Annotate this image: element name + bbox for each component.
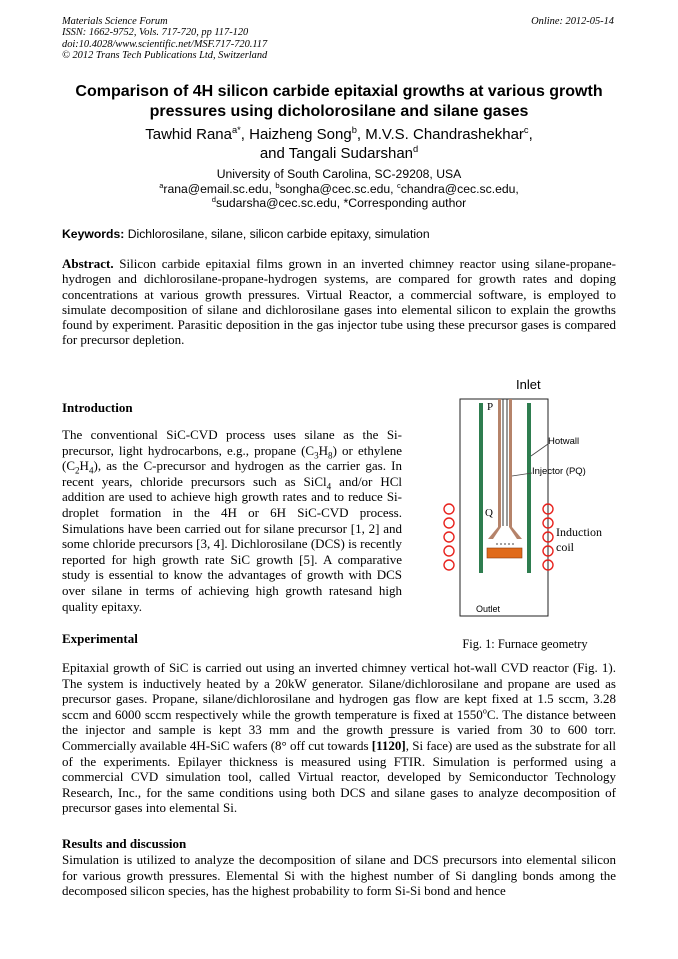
exp-text-run: C. The distance between the injector and sample is kept 33 mm and the growth pressure is varied from 30 to 600 torr. Commercially available 4H-SiC wafers (8° off cut towards [62, 706, 616, 753]
coil-left-5 [444, 560, 454, 570]
abstract [62, 256, 616, 348]
doi: doi:10.4028/www.scientific.net/MSF.717-720.117 [62, 38, 268, 50]
sample-substrate [487, 548, 522, 558]
hotwall-left [479, 403, 483, 573]
author-sup: a* [231, 125, 241, 135]
email-sup: a [159, 180, 164, 190]
injector-wall-left [498, 399, 501, 527]
authors-line-2 [62, 144, 616, 163]
title-line-1: Comparison of 4H silicon carbide epitaxial growths at various growth [75, 83, 603, 100]
email-sup: c [396, 180, 401, 190]
university: University of South Carolina, SC-29208, USA [216, 167, 462, 181]
results-heading: Results and discussion [62, 836, 187, 851]
authors-line-1: Tawhid Rana$^{a*}$, Haizheng Song$^b$, M.V.S. Chandrashekhar$^c$, [145, 125, 533, 143]
furnace-diagram [432, 376, 622, 620]
injector-label: Injector (PQ) [532, 466, 586, 477]
email-link[interactable]: sudarsha@cec.sc.edu, [216, 196, 341, 211]
intro-subscript: 4 [88, 465, 94, 476]
copyright: © 2012 Trans Tech Publications Ltd, Switzerland [62, 50, 268, 62]
introduction-heading: Introduction [62, 400, 133, 415]
crystal-direction [372, 738, 406, 753]
email-link[interactable]: rana@email.sc.edu, [163, 181, 272, 196]
injector-wall-right [509, 399, 512, 527]
hotwall-label: Hotwall [548, 436, 580, 447]
corresponding-note: *Corresponding author [343, 196, 467, 211]
paper-title [62, 82, 616, 122]
chamber-outline [460, 399, 548, 616]
author-and: and [259, 145, 285, 162]
intro-text-run: The conventional SiC-CVD process uses silane as the Si-precursor, light hydrocarbons, e.g., propane (C [62, 427, 402, 458]
exp-text-run: , Si face) are used as the substrate for all of the experiments. Epilayer thickness is measured using FTIR. Simulation is performed using a commercial CVD simulation tool, called Virtual reactor, developed by Semiconductor Technology Research, Inc., for the same conditions using both DCS and silane gases to analyze decomposition of precursor gases into elemental Si. [62, 737, 616, 816]
email-sup: d [211, 195, 216, 205]
emails-line-2 [62, 196, 616, 211]
journal-header [62, 16, 267, 62]
keywords-text: Dichlorosilane, silane, silicon carbide epitaxy, simulation [127, 227, 430, 241]
email-link[interactable]: chandra@cec.sc.edu, [400, 181, 519, 196]
intro-text-run: H [318, 442, 329, 458]
coil-left-2 [444, 518, 454, 528]
furnace-figure [432, 376, 622, 620]
keywords [62, 227, 616, 241]
introduction-text [62, 427, 402, 614]
abstract-text: Silicon carbide epitaxial films grown in an inverted chimney reactor using silane-propane-hydrogen and dichlorosilane-propane-hydrogen systems, are compared for growth rates and doping concentrations at various growth pressures. Virtual Reactor, a commercial software, is employed to simulate decomposition of silane and dichlorosilane gases into elemental silicon to explain the growths found by experiment. Parasitic deposition in the gas injector tube using these precursor gases is compared for precursor depletion. [62, 256, 617, 348]
author-name: Haizheng Song [249, 126, 352, 143]
injector-flare-right [509, 527, 522, 539]
induction-label: Induction [556, 525, 602, 539]
email-link[interactable]: songha@cec.sc.edu, [279, 181, 394, 196]
injector-flare-left [488, 527, 501, 539]
online-date: Online: 2012-05-14 [531, 16, 614, 27]
affiliation [62, 167, 616, 211]
author-name: Tangali Sudarshan [288, 145, 414, 162]
keywords-label: Keywords: [62, 227, 125, 241]
emails-line-1 [62, 182, 616, 197]
label-q: Q [485, 507, 493, 519]
figure-caption: Fig. 1: Furnace geometry [462, 637, 588, 651]
hotwall-pointer [531, 444, 548, 456]
author-name: Tawhid Rana [145, 126, 232, 143]
journal-name: Materials Science Forum [62, 16, 168, 27]
intro-subscript: 4 [326, 481, 332, 492]
outlet-label: Outlet [476, 604, 501, 614]
results-text: Simulation is utilized to analyze the decomposition of silane and DCS precursors into elemental silicon for various growth pressures. Elemental Si with the highest number of Si dangling bonds among the decomposed silicon species, has the highest probability to form Si-Si bond and hence [62, 852, 616, 899]
coil-label: coil [556, 540, 574, 554]
intro-text-run: ), as the C-precursor and hydrogen as the carrier gas. In recent years, chloride precursors such as SiCl [62, 458, 402, 489]
email-sup: b [275, 180, 280, 190]
label-p: P [487, 401, 494, 413]
coil-left-1 [444, 504, 454, 514]
direction-part: [11 [371, 737, 389, 753]
experimental-heading: Experimental [62, 631, 138, 646]
intro-text-run: H [79, 458, 89, 474]
intro-subscript: 8 [328, 450, 333, 461]
abstract-label: Abstract. [62, 256, 114, 271]
author-sup: b [351, 125, 357, 135]
issn: ISSN: 1662-9752, Vols. 717-720, pp 117-120 [62, 27, 249, 39]
degree-sup: o [482, 706, 487, 716]
exp-text-run: Epitaxial growth of SiC is carried out using an inverted chimney vertical hot-wall CVD reactor (Fig. 1). The system is inductively heated by a 20kW generator. Silane/dichlorosilane and propane are used as precursor gases. Propane, silane/dichlorosilane and hydrogen gas flow are kept fixed at 1.5 sccm, 3.28 sccm and 6000 sccm respectively while the growth temperature is fixed at 1550 [62, 660, 616, 722]
experimental-text [62, 660, 616, 816]
intro-subscript: 2 [75, 465, 80, 476]
author-list [62, 125, 616, 163]
author-sup: c [523, 125, 529, 135]
title-line-2: pressures using dicholorosilane and silane gases [149, 103, 529, 120]
author-sup: d [413, 144, 419, 154]
coil-left-4 [444, 546, 454, 556]
author-name: M.V.S. Chandrashekhar [365, 126, 524, 143]
intro-text-run: ) or ethylene (C [62, 442, 402, 474]
coil-left-3 [444, 532, 454, 542]
direction-bar: 2 [388, 737, 395, 753]
inlet-label: Inlet [516, 377, 541, 392]
direction-part: 0] [394, 737, 406, 753]
intro-text-run: and/or HCl addition are used to achieve high growth rates and to reduce Si-droplet formation in the 4H or 6H SiC-CVD process. Simulations have been carried out for silane precursor [1, 2] and some chloride precursors [3, 4]. Dichlorosilane (DCS) is recently reported for high growth rate SiC growth [5]. A comparative study is essential to know the advantages of growth with DCS over silane in terms of achieving high growth ratesand high quality epitaxy. [62, 473, 403, 614]
hotwall-right [527, 403, 531, 573]
intro-subscript: 3 [314, 450, 319, 461]
